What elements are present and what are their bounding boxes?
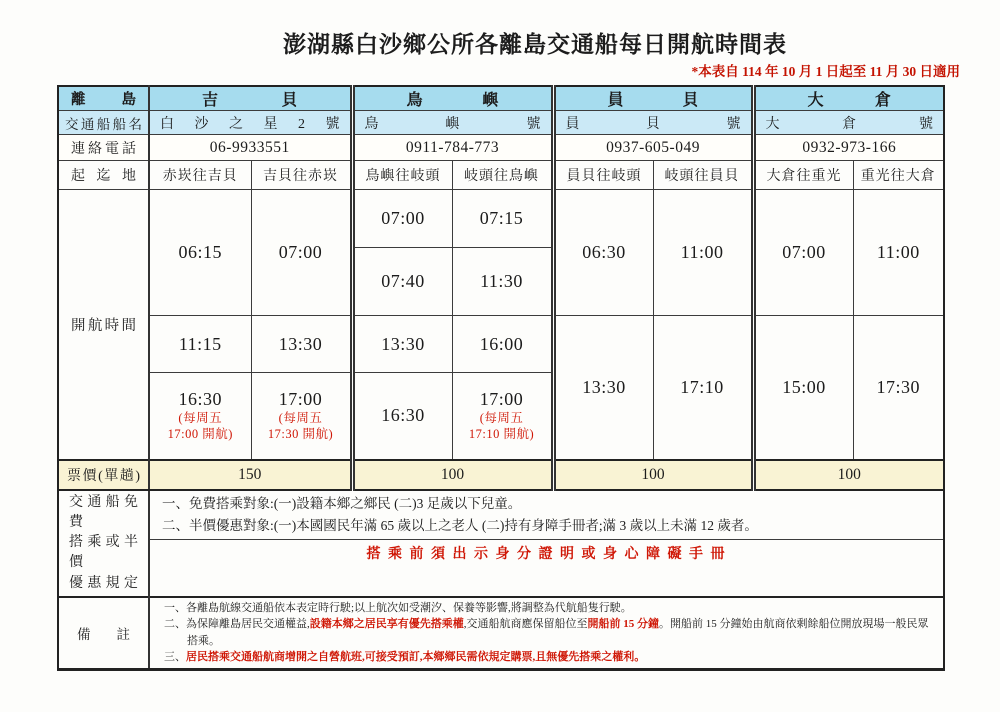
remark-3: [154, 649, 939, 666]
fare-dacang: 100: [753, 460, 944, 490]
row-label-route: 起迄地: [58, 161, 149, 190]
time-jibei-in-morning: 07:00: [251, 190, 352, 316]
row-label-fare: 票價(單趟): [58, 460, 149, 490]
time-niaoyu-out-2: 07:40: [352, 248, 452, 316]
ship-name-yuanbei: 員貝號: [553, 111, 753, 135]
route-header-row: [58, 161, 944, 190]
friday-note-line2: 17:00 開航): [167, 427, 233, 442]
island-name-yuanbei: 員貝: [553, 86, 753, 111]
remark-2-deadline-clause: 開船前 15 分鐘: [587, 618, 659, 631]
ship-name-jibei: 白沙之星2號: [149, 111, 352, 135]
remark-2: [154, 616, 939, 649]
time-jibei-out-noon: 11:15: [149, 316, 251, 373]
time-niaoyu-in-2: 11:30: [452, 248, 553, 316]
time-jibei-in-evening: [251, 373, 352, 460]
remark-1: 一、各離島航線交通船依本表定時行駛;以上航次如受潮汐、保養等影響,將調整為代航船隻行駛。: [164, 601, 632, 614]
id-required-notice: 搭 乘 前 須 出 示 身 分 證 明 或 身 心 障 礙 手 冊: [150, 539, 943, 565]
discount-label-line2: 搭乘或半價: [69, 535, 138, 571]
time-dacang-in-afternoon: 17:30: [853, 316, 944, 460]
time-value: 16:30: [178, 389, 222, 409]
friday-note-line1: (每周五: [479, 411, 524, 425]
friday-note-line2: 17:30 開航): [267, 427, 334, 442]
route-dacang-out: 大倉往重光: [753, 161, 853, 190]
phone-jibei: 06-9933551: [149, 135, 352, 161]
remark-2-part1: 二、為保障離島居民交通權益,: [164, 618, 310, 631]
friday-note-line1: (每周五: [178, 411, 223, 425]
route-yuanbei-out: 員貝往岐頭: [553, 161, 653, 190]
remark-3-number: 三、: [164, 651, 186, 664]
page-title: 澎湖縣白沙鄉公所各離島交通船每日開航時間表: [283, 32, 787, 57]
remarks-content: [149, 597, 944, 670]
phone-niaoyu: 0911-784-773: [352, 135, 553, 161]
remark-2-part3: ,交通船航商應保留船位至: [463, 618, 588, 631]
fare-jibei: 150: [149, 460, 352, 490]
remarks-row: [58, 597, 944, 670]
island-name-dacang: 大倉: [753, 86, 944, 111]
time-dacang-out-morning: 07:00: [753, 190, 853, 316]
row-label-ship-name: 交通船船名: [58, 111, 149, 135]
time-value: 17:00: [479, 389, 524, 409]
time-yuanbei-out-morning: 06:30: [553, 190, 653, 316]
ship-name-dacang: 大倉號: [753, 111, 944, 135]
row-label-remarks: 備註: [58, 597, 149, 670]
fare-niaoyu: 100: [352, 460, 553, 490]
time-niaoyu-in-4: [452, 373, 553, 460]
time-jibei-in-noon: 13:30: [251, 316, 352, 373]
time-dacang-in-morning: 11:00: [853, 190, 944, 316]
route-jibei-out: 赤崁往吉貝: [149, 161, 251, 190]
friday-note-line1: (每周五: [278, 411, 323, 425]
time-niaoyu-in-1: 07:15: [452, 190, 553, 248]
island-name-niaoyu: 鳥嶼: [352, 86, 553, 111]
route-niaoyu-in: 岐頭往鳥嶼: [452, 161, 553, 190]
time-niaoyu-out-1: 07:00: [352, 190, 452, 248]
time-jibei-out-morning: 06:15: [149, 190, 251, 316]
discount-label-line1: 交通船免費: [69, 494, 138, 530]
discount-label-line3: 優惠規定: [69, 575, 138, 591]
time-dacang-out-afternoon: 15:00: [753, 316, 853, 460]
free-ride-rule: 一、免費搭乘對象:(一)設籍本鄉之鄉民 (二)3 足歲以下兒童。: [162, 495, 522, 511]
route-yuanbei-in: 岐頭往員貝: [653, 161, 753, 190]
time-row-1: [58, 190, 944, 248]
island-name-jibei: 吉貝: [149, 86, 352, 111]
row-label-departure-time: 開航時間: [58, 190, 149, 460]
route-niaoyu-out: 鳥嶼往岐頭: [352, 161, 452, 190]
remark-2-part5: 。開船前 15 分鐘始由航商依剩餘船位開放現場一般民眾搭乘。: [187, 618, 929, 647]
discount-rules-row: [58, 490, 944, 597]
time-niaoyu-out-3: 13:30: [352, 316, 452, 373]
row-label-island: 離島: [58, 86, 149, 111]
validity-period-note: *本表自 114 年 10 月 1 日起至 11 月 30 日適用: [691, 64, 960, 79]
time-value: 17:00: [278, 389, 323, 409]
row-label-phone: 連絡電話: [58, 135, 149, 161]
time-niaoyu-in-3: 16:00: [452, 316, 553, 373]
route-dacang-in: 重光往大倉: [853, 161, 944, 190]
remark-2-priority-clause: 設籍本鄉之居民享有優先搭乘權: [309, 618, 464, 631]
fare-row: [58, 460, 944, 490]
ferry-timetable: [57, 85, 945, 671]
phone-dacang: 0932-973-166: [753, 135, 944, 161]
ship-name-niaoyu: 鳥嶼號: [352, 111, 553, 135]
time-jibei-out-evening: [149, 373, 251, 460]
route-jibei-in: 吉貝往赤崁: [251, 161, 352, 190]
time-yuanbei-in-morning: 11:00: [653, 190, 753, 316]
fare-yuanbei: 100: [553, 460, 753, 490]
time-row-3: [58, 316, 944, 373]
phone-row: [58, 135, 944, 161]
half-price-rule: 二、半價優惠對象:(一)本國國民年滿 65 歲以上之老人 (二)持有身障手冊者;滿 3 歲以上未滿 12 歲者。: [162, 517, 758, 533]
remark-3-clause: 居民搭乘交通船航商增開之自營航班,可接受預訂,本鄉鄉民需依規定購票,且無優先搭乘之權利。: [186, 651, 646, 664]
island-header-row: [58, 86, 944, 111]
discount-rules-content: [149, 490, 944, 597]
time-niaoyu-out-4: 16:30: [352, 373, 452, 460]
phone-yuanbei: 0937-605-049: [553, 135, 753, 161]
time-yuanbei-in-afternoon: 17:10: [653, 316, 753, 460]
row-label-discount: [58, 490, 149, 597]
friday-note-line2: 17:10 開航): [468, 427, 535, 442]
ship-name-row: [58, 111, 944, 135]
time-yuanbei-out-afternoon: 13:30: [553, 316, 653, 460]
